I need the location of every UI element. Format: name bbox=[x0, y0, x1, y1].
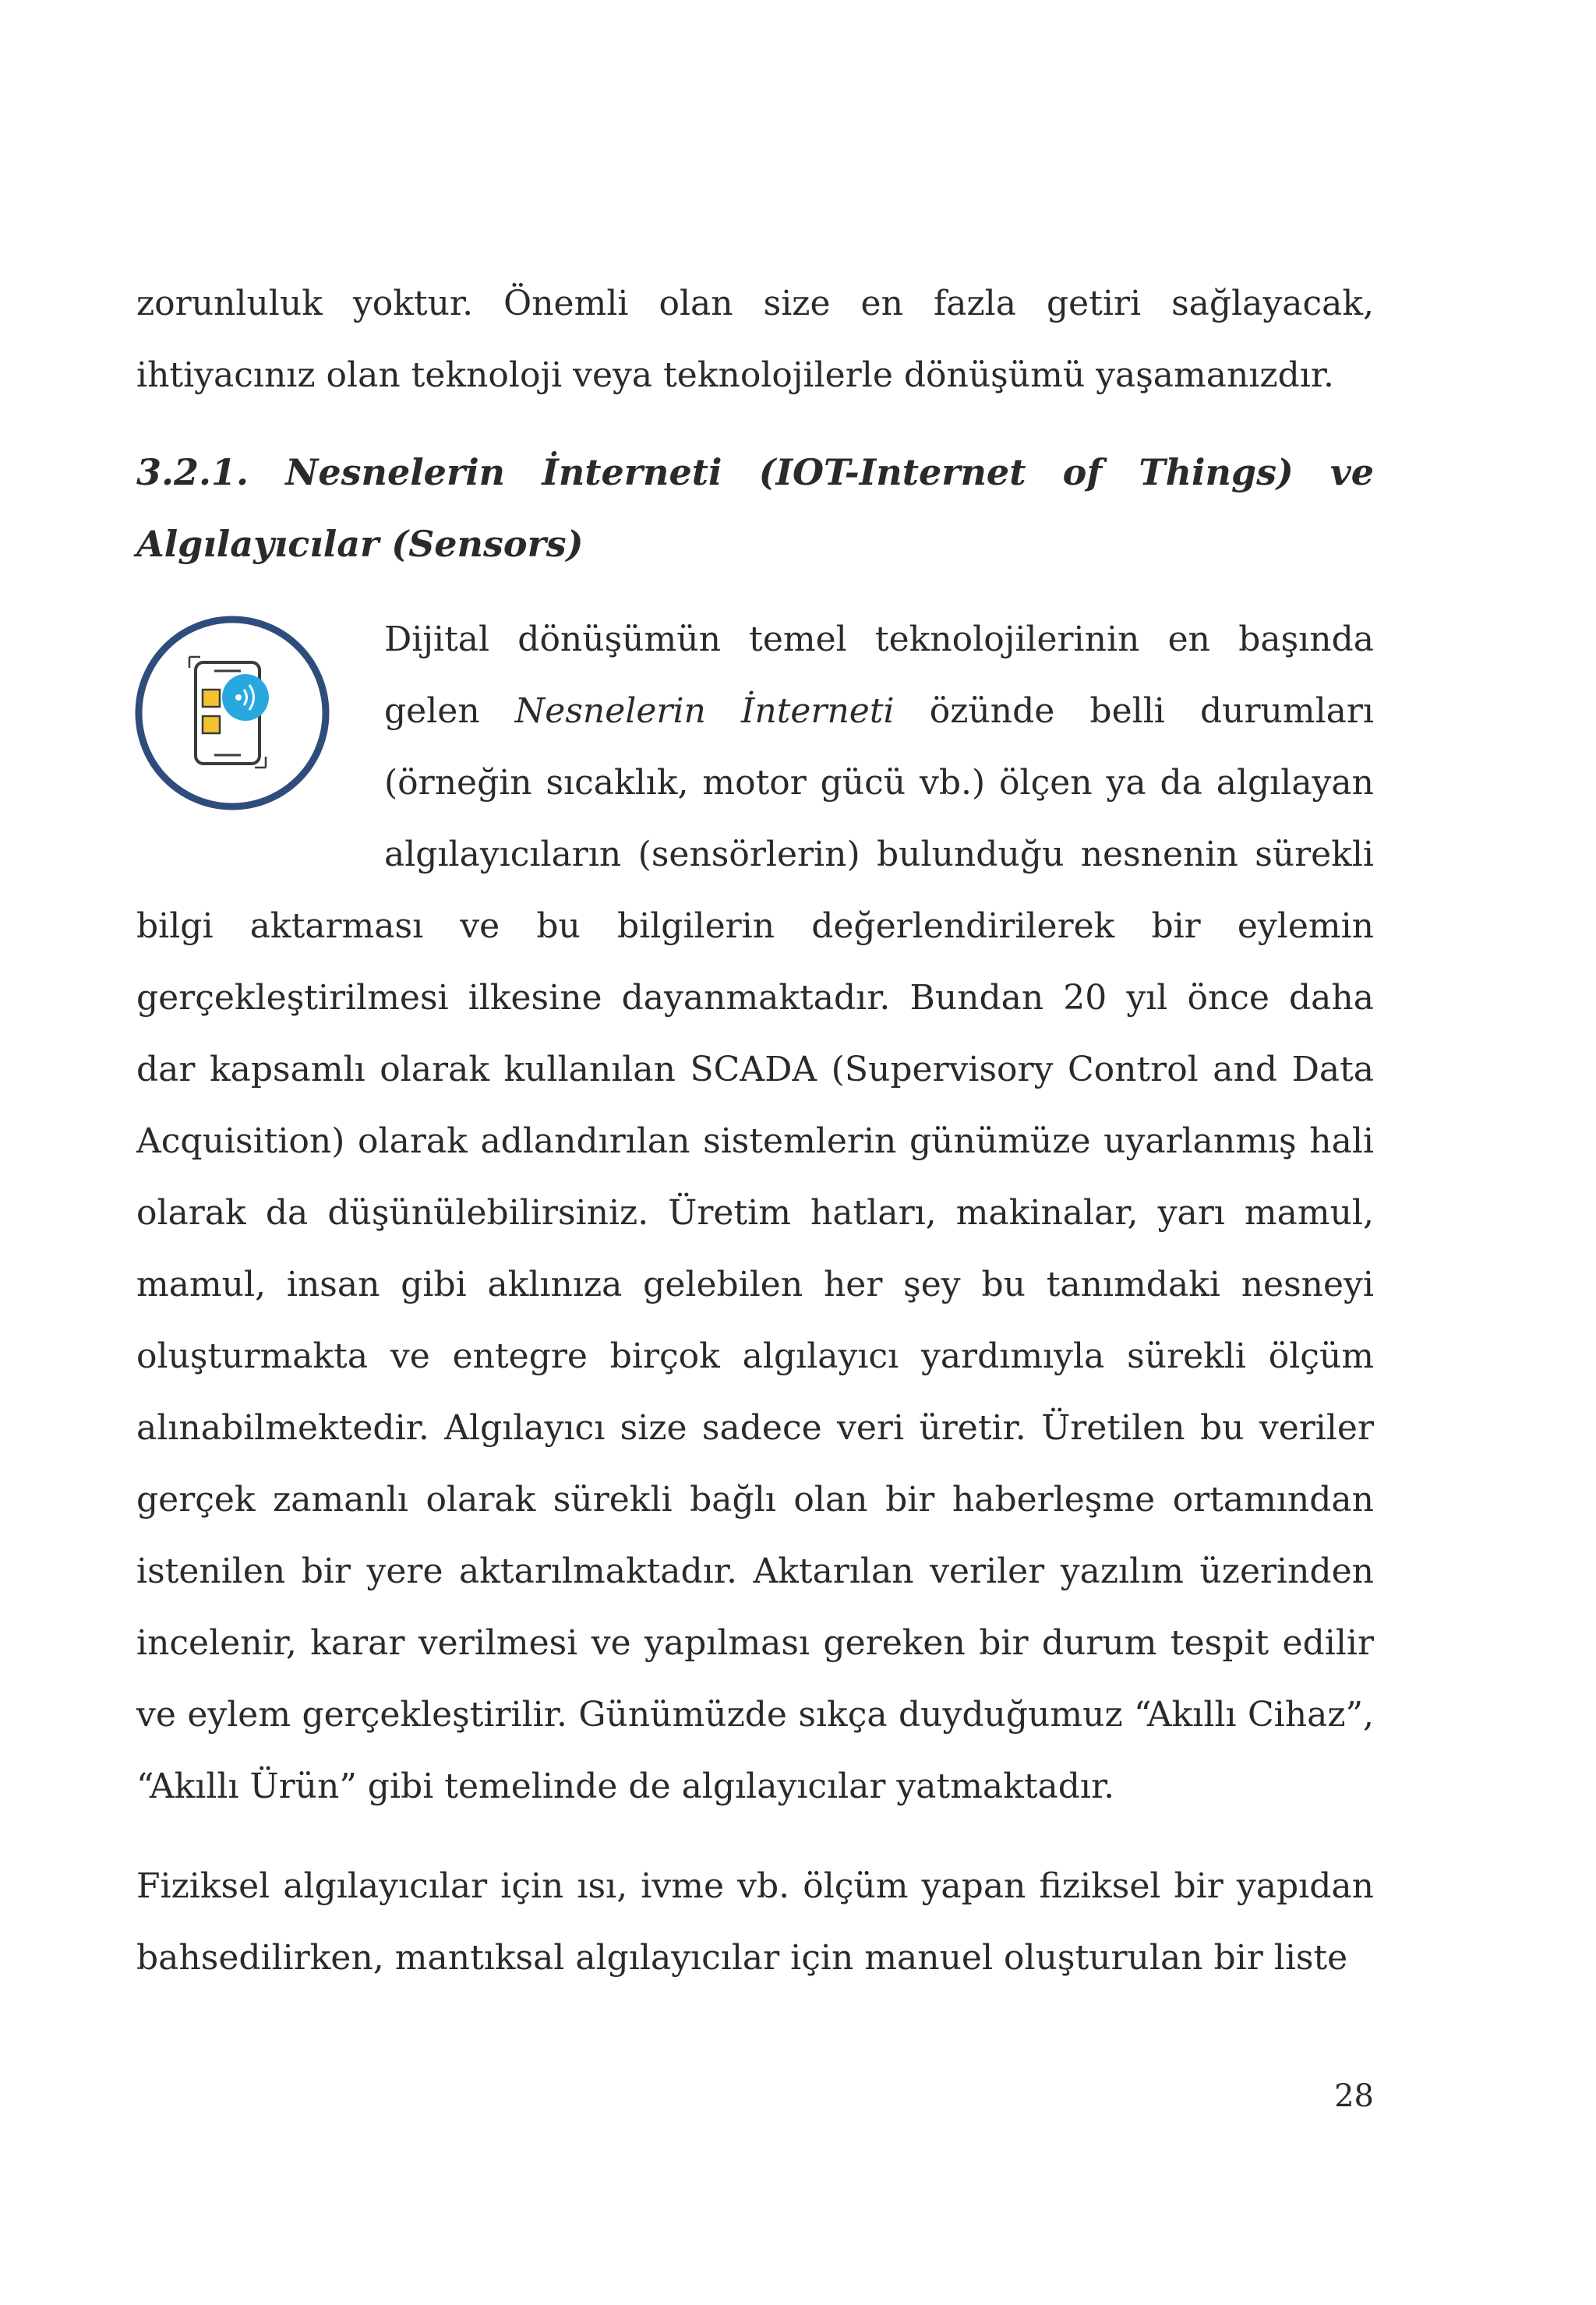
intro-paragraph: zorunluluk yoktur. Önemli olan size en fazla getiri sağlayacak, ihtiyacınız olan teknoloji veya teknolojilerle dönüşümü yaşamanızdır. bbox=[136, 284, 1374, 395]
section-paragraph-italic-term: Nesnelerin İnterneti bbox=[514, 691, 895, 731]
section-paragraph-rest: özünde belli durumları (örneğin sıcaklık, motor gücü vb.) ölçen ya da algılayan algılayıcıların (sensörlerin) bulunduğu nesnenin sürekli bilgi aktarması ve bu bilgilerin değerlendirilerek bir eylemin gerçekleştirilmesi ilkesine dayanmaktadır. Bundan 20 yıl önce daha dar kapsamlı olarak kullanılan SCADA (Supervisory Control and Data Acquisition) olarak adlandırılan sistemlerin günümüze uyarlanmış hali olarak da düşünülebilirsiniz. Üretim hatları, makinalar, yarı mamul, mamul, insan gibi aklınıza gelebilen her şey bu tanımdaki nesneyi oluşturmakta ve entegre birçok algılayıcı yardımıyla sürekli ölçüm alınabilmektedir. Algılayıcı size sadece veri üretir. Üretilen bu veriler gerçek zamanlı olarak sürekli bağlı olan bir haberleşme ortamından istenilen bir yere aktarılmaktadır. Aktarılan veriler yazılım üzerinden incelenir, karar verilmesi ve yapılması gereken bir durum tespit edilir ve eylem gerçekleştirilir. Günümüzde sıkça duyduğumuz “Akıllı Cihaz”, “Akıllı Ürün” gibi temelinde de algılayıcılar yatmaktadır. bbox=[136, 691, 1374, 1806]
section-body bbox=[136, 604, 1374, 1823]
second-paragraph: Fiziksel algılayıcılar için ısı, ivme vb. ölçüm yapan fiziksel bir yapıdan bahsedilirken, mantıksal algılayıcılar için manuel oluşturulan bir liste bbox=[136, 1866, 1374, 1978]
section-heading-block bbox=[136, 436, 1374, 580]
page-number: 28 bbox=[1334, 2078, 1374, 2114]
intro-block bbox=[136, 268, 1374, 411]
section-heading: 3.2.1. Nesnelerin İnterneti (IOT-Internet of Things) ve Algılayıcılar (Sensors) bbox=[136, 451, 1374, 565]
iot-icon-graphic bbox=[127, 612, 337, 822]
second-paragraph-block bbox=[136, 1851, 1374, 1994]
iot-phone-sensor-icon bbox=[127, 612, 361, 822]
section-paragraph-start: Dijital dönüşümün temel teknolojilerinin en başında gelen bbox=[384, 619, 1374, 731]
